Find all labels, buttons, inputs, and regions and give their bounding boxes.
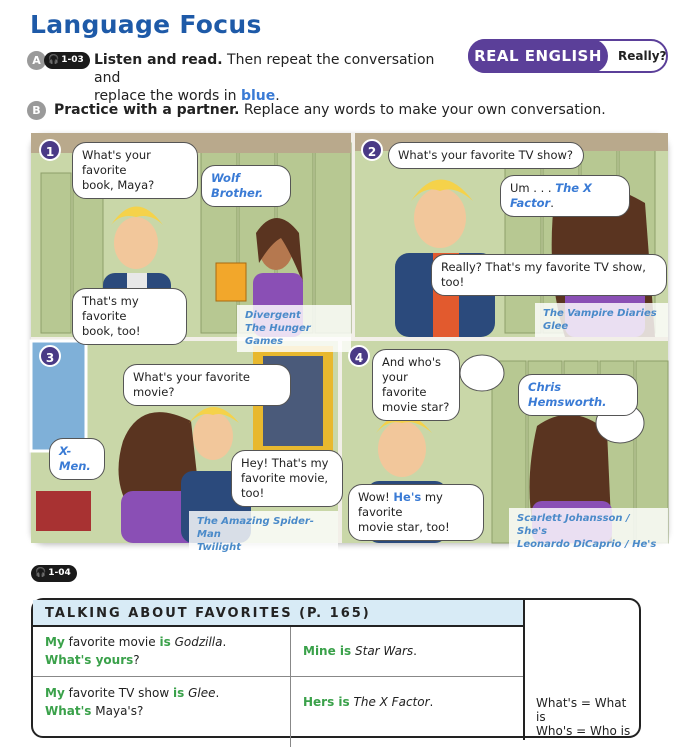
panel-1-q-line1: What's your favorite bbox=[82, 148, 151, 177]
panel-1-alternatives bbox=[237, 305, 351, 352]
panel-2-alt-1: The Vampire Diaries bbox=[543, 308, 657, 319]
section-b-bold: Practice with a partner. bbox=[54, 102, 240, 118]
panel-4-alternatives bbox=[509, 508, 668, 555]
row-1-answer-title: Star Wars bbox=[355, 644, 414, 658]
section-a-text-end: . bbox=[275, 88, 280, 104]
panel-1-answer-bubble: Wolf Brother. bbox=[201, 165, 291, 207]
row-2-my: My bbox=[45, 686, 65, 700]
section-a-instructions bbox=[94, 51, 454, 105]
audio-track-badge-2[interactable] bbox=[31, 565, 77, 582]
grammar-table-column-divider bbox=[290, 627, 291, 747]
row-1-mine-is: Mine is bbox=[303, 644, 352, 658]
panel-3-alt-2: Twilight bbox=[197, 542, 242, 553]
panel-1-reply-bubble bbox=[72, 288, 187, 345]
panel-2-reply-bubble: Really? That's my favorite TV show, too! bbox=[431, 254, 667, 296]
panel-2-question-bubble: What's your favorite TV show? bbox=[388, 142, 584, 169]
panel-4-reply-pre: Wow! bbox=[358, 490, 390, 504]
panel-3-question-bubble: What's your favorite movie? bbox=[123, 364, 291, 406]
panel-3-reply-line1: Hey! That's my bbox=[241, 456, 329, 470]
comic-panel-3 bbox=[31, 341, 338, 553]
panel-3-answer-bubble: X-Men. bbox=[49, 438, 105, 480]
headphones-icon: 🎧 bbox=[48, 55, 60, 65]
panel-2-alternatives bbox=[535, 303, 668, 337]
panel-2-answer-pre: Um . . . bbox=[510, 181, 552, 195]
grammar-table-divider bbox=[523, 600, 525, 740]
panel-4-q-line3: movie star? bbox=[382, 400, 450, 414]
panel-4-question-bubble bbox=[372, 349, 460, 421]
audio-track-number-2: 1-04 bbox=[48, 568, 71, 578]
panel-4-reply-post: my favorite bbox=[358, 490, 443, 519]
contraction-note-2: Who's = Who is bbox=[536, 724, 631, 738]
row-1-subject: favorite movie bbox=[68, 635, 156, 649]
row-2-end: . bbox=[215, 686, 220, 700]
panel-2-number: 2 bbox=[361, 139, 383, 161]
panel-4-q-line2: your favorite bbox=[382, 370, 427, 399]
comic-panel-2 bbox=[355, 133, 668, 337]
section-b-instructions bbox=[54, 101, 614, 119]
panel-4-q-line1: And who's bbox=[382, 355, 441, 369]
contraction-note: What's = What is bbox=[536, 696, 627, 724]
panel-2-alt-2: Glee bbox=[543, 321, 569, 332]
audio-track-badge[interactable] bbox=[44, 52, 90, 69]
row-2-question-end: Maya's? bbox=[95, 704, 144, 718]
row-1-question-end: ? bbox=[133, 653, 140, 667]
row-1-answer-end: . bbox=[413, 644, 417, 658]
panel-4-alt-2: Leonardo DiCaprio / He's bbox=[517, 539, 657, 550]
comic-panel-4 bbox=[342, 341, 668, 550]
panel-1-reply-line1: That's my favorite bbox=[82, 294, 139, 323]
section-a-letter: A bbox=[27, 51, 46, 70]
panel-1-q-line2: book, Maya? bbox=[82, 178, 155, 192]
row-1-is: is bbox=[159, 635, 171, 649]
grammar-table-title: TALKING ABOUT FAVORITES (P. 165) bbox=[33, 600, 523, 627]
section-a-blue-word: blue bbox=[240, 88, 276, 104]
row-2-subject: favorite TV show bbox=[68, 686, 170, 700]
grammar-table-row-divider bbox=[33, 676, 523, 677]
headphones-icon: 🎧 bbox=[35, 568, 47, 578]
section-a-bold: Listen and read. bbox=[94, 52, 223, 68]
section-b-letter: B bbox=[27, 101, 46, 120]
grammar-row-2-left bbox=[45, 684, 285, 720]
page-title: Language Focus bbox=[30, 10, 262, 39]
panel-3-alternatives bbox=[189, 511, 338, 558]
audio-track-number: 1-03 bbox=[61, 55, 84, 65]
row-2-hers-is: Hers is bbox=[303, 695, 350, 709]
panel-1-question-bubble bbox=[72, 142, 198, 199]
section-a-text-1: Then repeat the conversation and bbox=[94, 52, 435, 86]
panel-4-reply-bubble bbox=[348, 484, 484, 541]
row-1-end: . bbox=[222, 635, 227, 649]
row-1-my: My bbox=[45, 635, 65, 649]
panel-3-alt-1: The Amazing Spider-Man bbox=[197, 516, 314, 540]
panel-4-reply-line2: movie star, too! bbox=[358, 520, 450, 534]
panel-1-reply-line2: book, too! bbox=[82, 324, 141, 338]
row-2-answer-end: . bbox=[429, 695, 434, 709]
grammar-row-2-right bbox=[303, 693, 513, 711]
panel-1-alt-1: Divergent bbox=[245, 310, 301, 321]
real-english-phrase: Really? bbox=[618, 49, 667, 63]
panel-4-number: 4 bbox=[348, 345, 370, 367]
comic-strip bbox=[31, 133, 668, 553]
comic-panel-1 bbox=[31, 133, 351, 347]
real-english-label: REAL ENGLISH bbox=[468, 39, 608, 73]
row-1-title: Godzilla bbox=[174, 635, 223, 649]
panel-2-answer-blue: The X Factor bbox=[510, 181, 592, 210]
panel-4-reply-blue: He's bbox=[393, 490, 422, 504]
panel-3-number: 3 bbox=[39, 345, 61, 367]
row-2-title: Glee bbox=[188, 686, 216, 700]
row-2-question: What's bbox=[45, 704, 92, 718]
panel-1-number: 1 bbox=[39, 139, 61, 161]
grammar-row-1-left bbox=[45, 633, 285, 669]
section-a-text-2: replace the words in bbox=[94, 88, 237, 104]
grammar-table bbox=[31, 598, 641, 738]
panel-3-reply-bubble bbox=[231, 450, 343, 507]
panel-4-answer-bubble: Chris Hemsworth. bbox=[518, 374, 638, 416]
panel-4-alt-1: Scarlett Johansson / She's bbox=[517, 513, 630, 537]
row-2-is: is bbox=[172, 686, 185, 700]
panel-1-alt-2: The Hunger Games bbox=[245, 323, 311, 347]
panel-3-reply-line2: favorite movie, too! bbox=[241, 471, 329, 500]
row-1-question: What's yours bbox=[45, 653, 134, 667]
grammar-row-1-right bbox=[303, 642, 513, 660]
panel-2-answer-post: . bbox=[550, 196, 554, 210]
panel-2-answer-bubble bbox=[500, 175, 630, 217]
row-2-answer-title: The X Factor bbox=[353, 695, 430, 709]
real-english-badge bbox=[468, 39, 668, 73]
section-b-text: Replace any words to make your own conversation. bbox=[243, 102, 606, 118]
